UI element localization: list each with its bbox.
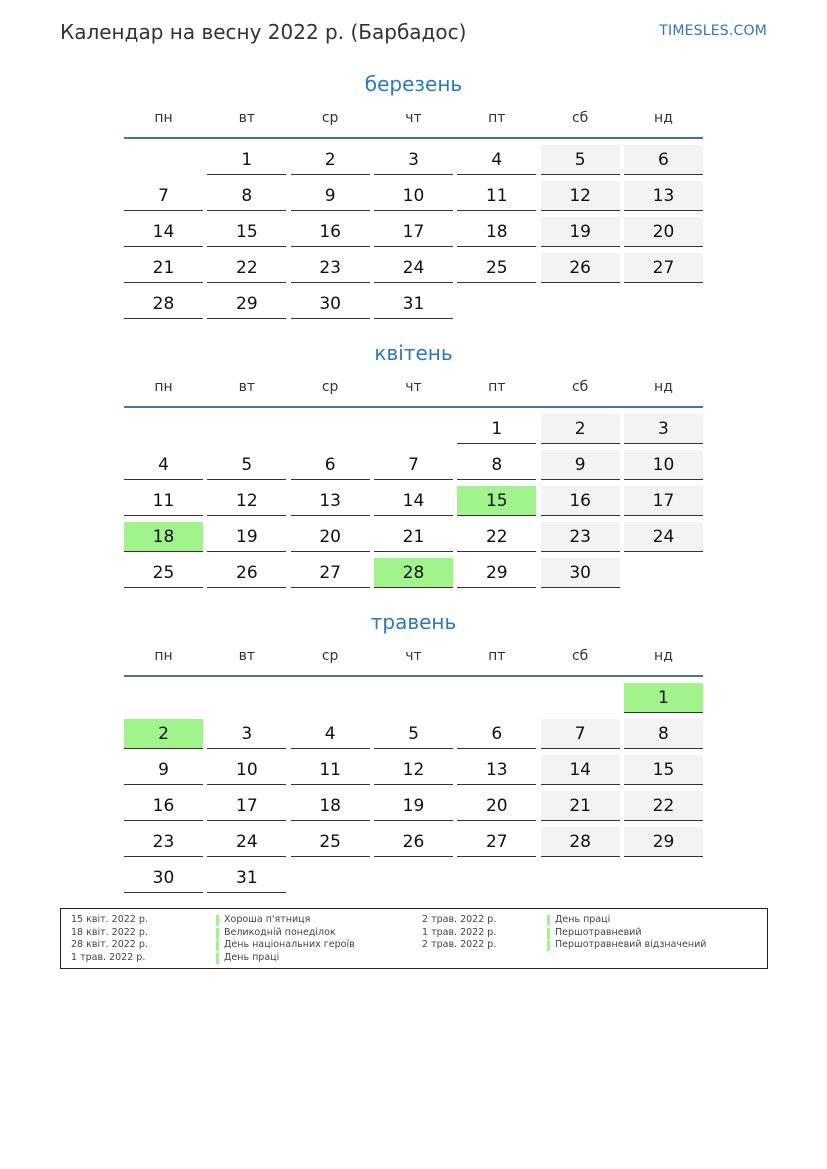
day-cell: 10 <box>207 755 286 785</box>
holiday-marker <box>216 928 219 939</box>
legend-row <box>422 914 762 927</box>
weekday-header <box>124 109 703 127</box>
weekday-label: сб <box>571 379 589 395</box>
day-cell: 4 <box>124 450 203 480</box>
day-cell: 29 <box>624 827 703 857</box>
day-cell: 5 <box>541 145 620 175</box>
day-cell: 22 <box>207 253 286 283</box>
day-cell: 12 <box>374 755 453 785</box>
weekday-label: пт <box>488 648 506 664</box>
day-cell: 21 <box>124 253 203 283</box>
holiday-date: 2 трав. 2022 р. <box>422 939 497 951</box>
day-cell: 28 <box>541 827 620 857</box>
holiday-name: Першотравневий відзначений <box>555 939 707 951</box>
day-cell: 26 <box>207 558 286 588</box>
legend-column <box>422 914 762 952</box>
day-cell: 19 <box>541 217 620 247</box>
day-cell: 11 <box>124 486 203 516</box>
day-cell: 9 <box>541 450 620 480</box>
day-cell: 14 <box>124 217 203 247</box>
day-cell: 13 <box>457 755 536 785</box>
day-cell: 5 <box>207 450 286 480</box>
weekday-label: сб <box>571 648 589 664</box>
empty-cell <box>541 863 620 893</box>
weekday-label: вт <box>238 648 256 664</box>
day-cell: 25 <box>124 558 203 588</box>
day-cell: 7 <box>541 719 620 749</box>
legend-row <box>71 952 411 965</box>
day-cell: 12 <box>207 486 286 516</box>
day-cell: 9 <box>124 755 203 785</box>
holiday-legend <box>60 908 768 969</box>
holiday-name: Хороша п'ятниця <box>224 914 311 925</box>
legend-row <box>71 939 411 952</box>
weekday-label: пн <box>154 110 173 126</box>
empty-cell <box>457 289 536 319</box>
holiday-day-cell: 28 <box>374 558 453 588</box>
day-cell: 20 <box>291 522 370 552</box>
holiday-marker <box>216 940 219 951</box>
day-cell: 25 <box>457 253 536 283</box>
holiday-date: 1 трав. 2022 р. <box>71 952 146 964</box>
holiday-date: 1 трав. 2022 р. <box>422 926 497 938</box>
holiday-name: День національних героїв <box>224 939 355 951</box>
day-cell: 10 <box>374 181 453 211</box>
day-cell: 20 <box>624 217 703 247</box>
holiday-date: 28 квіт. 2022 р. <box>71 939 148 951</box>
weekday-label: пт <box>488 379 506 395</box>
month-block <box>124 72 703 319</box>
day-cell: 15 <box>207 217 286 247</box>
day-cell: 17 <box>207 791 286 821</box>
empty-cell <box>207 683 286 713</box>
month-divider <box>124 406 703 408</box>
empty-cell <box>541 683 620 713</box>
day-cell: 22 <box>457 522 536 552</box>
empty-cell <box>541 289 620 319</box>
empty-cell <box>207 414 286 444</box>
weekday-label: чт <box>405 110 422 126</box>
day-cell: 8 <box>457 450 536 480</box>
day-cell: 27 <box>291 558 370 588</box>
day-cell: 11 <box>291 755 370 785</box>
day-cell: 21 <box>541 791 620 821</box>
empty-cell <box>624 558 703 588</box>
day-grid <box>124 683 703 893</box>
day-cell: 15 <box>624 755 703 785</box>
empty-cell <box>457 683 536 713</box>
weekday-label: вт <box>238 379 256 395</box>
day-cell: 24 <box>207 827 286 857</box>
month-name: травень <box>370 610 457 634</box>
day-cell: 30 <box>541 558 620 588</box>
day-cell: 8 <box>207 181 286 211</box>
day-cell: 18 <box>291 791 370 821</box>
empty-cell <box>624 863 703 893</box>
day-cell: 4 <box>457 145 536 175</box>
day-cell: 23 <box>291 253 370 283</box>
day-cell: 6 <box>457 719 536 749</box>
empty-cell <box>291 414 370 444</box>
weekday-label: ср <box>321 648 339 664</box>
day-cell: 12 <box>541 181 620 211</box>
month-divider <box>124 137 703 139</box>
empty-cell <box>457 863 536 893</box>
month-block <box>124 341 703 588</box>
day-cell: 22 <box>624 791 703 821</box>
day-cell: 29 <box>457 558 536 588</box>
day-cell: 2 <box>291 145 370 175</box>
empty-cell <box>374 863 453 893</box>
day-cell: 2 <box>541 414 620 444</box>
day-cell: 27 <box>624 253 703 283</box>
day-cell: 10 <box>624 450 703 480</box>
legend-row <box>422 939 762 952</box>
day-cell: 5 <box>374 719 453 749</box>
empty-cell <box>124 683 203 713</box>
empty-cell <box>624 289 703 319</box>
empty-cell <box>291 863 370 893</box>
weekday-label: пн <box>154 379 173 395</box>
day-cell: 3 <box>207 719 286 749</box>
day-cell: 29 <box>207 289 286 319</box>
day-cell: 13 <box>624 181 703 211</box>
holiday-marker <box>547 915 550 926</box>
day-cell: 27 <box>457 827 536 857</box>
day-cell: 26 <box>541 253 620 283</box>
weekday-label: чт <box>405 379 422 395</box>
day-cell: 17 <box>624 486 703 516</box>
day-cell: 6 <box>624 145 703 175</box>
day-cell: 19 <box>207 522 286 552</box>
empty-cell <box>374 414 453 444</box>
month-name: березень <box>364 72 463 96</box>
month-name: квітень <box>374 341 453 365</box>
holiday-marker <box>547 940 550 951</box>
day-cell: 30 <box>291 289 370 319</box>
weekday-label: пт <box>488 110 506 126</box>
day-cell: 14 <box>374 486 453 516</box>
holiday-day-cell: 1 <box>624 683 703 713</box>
holiday-day-cell: 18 <box>124 522 203 552</box>
holiday-name: Першотравневий <box>555 926 642 938</box>
day-cell: 13 <box>291 486 370 516</box>
holiday-day-cell: 2 <box>124 719 203 749</box>
holiday-marker <box>216 953 219 964</box>
holiday-name: День праці <box>224 952 280 964</box>
empty-cell <box>374 683 453 713</box>
day-cell: 11 <box>457 181 536 211</box>
legend-row <box>71 914 411 927</box>
weekday-label: нд <box>654 110 673 126</box>
holiday-marker <box>216 915 219 926</box>
month-divider <box>124 675 703 677</box>
weekday-header <box>124 378 703 396</box>
day-cell: 21 <box>374 522 453 552</box>
day-cell: 7 <box>374 450 453 480</box>
day-cell: 18 <box>457 217 536 247</box>
day-cell: 7 <box>124 181 203 211</box>
day-cell: 4 <box>291 719 370 749</box>
weekday-label: пн <box>154 648 173 664</box>
empty-cell <box>124 414 203 444</box>
weekday-label: нд <box>654 648 673 664</box>
empty-cell <box>291 683 370 713</box>
day-cell: 16 <box>541 486 620 516</box>
holiday-date: 15 квіт. 2022 р. <box>71 914 148 925</box>
day-cell: 25 <box>291 827 370 857</box>
day-cell: 23 <box>124 827 203 857</box>
day-cell: 30 <box>124 863 203 893</box>
page-title: Календар на весну 2022 р. (Барбадос) <box>60 20 467 44</box>
day-cell: 14 <box>541 755 620 785</box>
day-cell: 24 <box>624 522 703 552</box>
legend-column <box>71 914 411 965</box>
day-grid <box>124 414 703 588</box>
day-cell: 17 <box>374 217 453 247</box>
month-block <box>124 610 703 893</box>
weekday-label: нд <box>654 379 673 395</box>
day-cell: 6 <box>291 450 370 480</box>
site-link[interactable]: TIMESLES.COM <box>659 23 767 39</box>
day-cell: 23 <box>541 522 620 552</box>
day-cell: 28 <box>124 289 203 319</box>
holiday-date: 2 трав. 2022 р. <box>422 914 497 925</box>
weekday-label: вт <box>238 110 256 126</box>
empty-cell <box>124 145 203 175</box>
day-cell: 31 <box>374 289 453 319</box>
holiday-day-cell: 15 <box>457 486 536 516</box>
day-cell: 26 <box>374 827 453 857</box>
day-cell: 8 <box>624 719 703 749</box>
legend-row <box>422 927 762 940</box>
day-cell: 9 <box>291 181 370 211</box>
holiday-name: День праці <box>555 914 611 925</box>
weekday-header <box>124 647 703 665</box>
day-cell: 16 <box>124 791 203 821</box>
day-grid <box>124 145 703 319</box>
day-cell: 16 <box>291 217 370 247</box>
day-cell: 1 <box>457 414 536 444</box>
weekday-label: ср <box>321 110 339 126</box>
holiday-marker <box>547 928 550 939</box>
day-cell: 1 <box>207 145 286 175</box>
holiday-date: 18 квіт. 2022 р. <box>71 926 148 938</box>
day-cell: 31 <box>207 863 286 893</box>
weekday-label: ср <box>321 379 339 395</box>
weekday-label: сб <box>571 110 589 126</box>
day-cell: 19 <box>374 791 453 821</box>
holiday-name: Великодній понеділок <box>224 926 336 938</box>
day-cell: 3 <box>624 414 703 444</box>
day-cell: 3 <box>374 145 453 175</box>
legend-row <box>71 927 411 940</box>
day-cell: 24 <box>374 253 453 283</box>
weekday-label: чт <box>405 648 422 664</box>
day-cell: 20 <box>457 791 536 821</box>
